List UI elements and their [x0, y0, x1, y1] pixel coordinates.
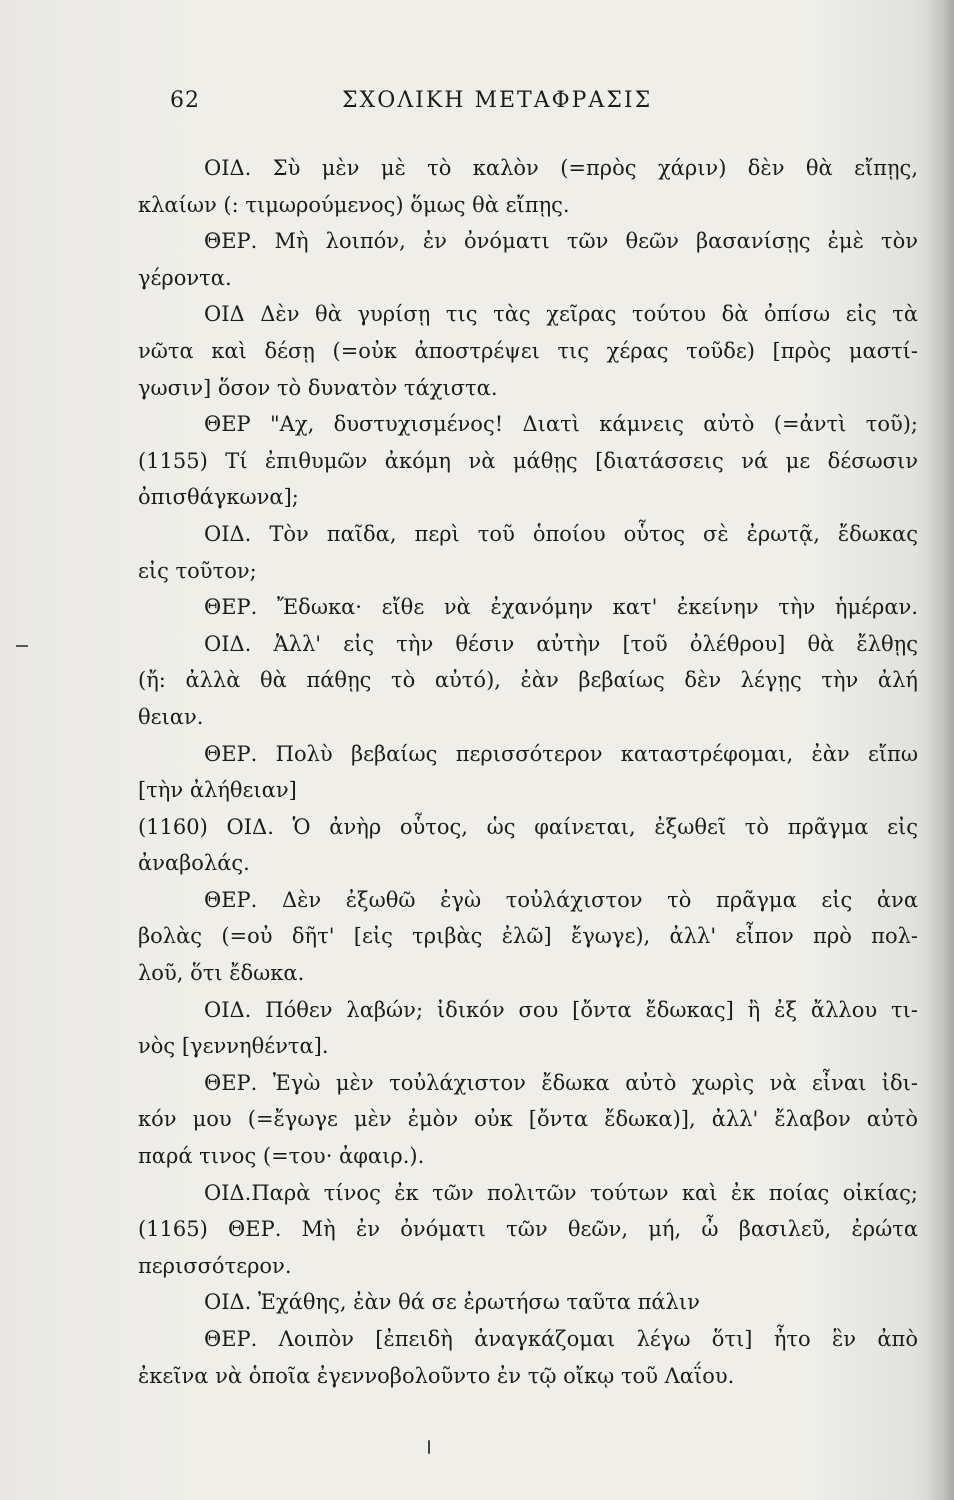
- text-line: ΟΙΔ. Τὸν παῖδα, περὶ τοῦ ὁποίου οὗτος σὲ ἐρωτᾷ, ἔδωκας: [204, 521, 918, 546]
- text-line: παρά τινος (=του· ἀφαιρ.).: [138, 1144, 425, 1169]
- running-title: ΣΧΟΛΙΚΗ ΜΕΤΑΦΡΑΣΙΣ: [342, 88, 653, 113]
- text-line: ἀναβολάς.: [138, 851, 250, 876]
- page-edge-shadow: [926, 0, 954, 1500]
- page-number: 62: [170, 88, 200, 113]
- text-line: ΘΕΡ. Δὲν ἐξωθῶ ἐγὼ τοὐλάχιστον τὸ πρᾶγμα εἰς ἀνα: [204, 887, 918, 912]
- text-line: κλαίων (: τιμωρούμενος) ὅμως θὰ εἴπῃς.: [138, 192, 570, 217]
- text-line: γέροντα.: [138, 265, 232, 290]
- text-line: νῶτα καὶ δέσῃ (=οὐκ ἀποστρέψει τις χέρας τοῦδε) [πρὸς μαστί-: [138, 338, 918, 363]
- text-line: ΟΙΔ Δὲν θὰ γυρίσῃ τις τὰς χεῖρας τούτου δὰ ὀπίσω εἰς τὰ: [204, 302, 918, 327]
- text-line: (1160) ΟΙΔ. Ὁ ἀνὴρ οὗτος, ὡς φαίνεται, ἐξωθεῖ τὸ πρᾶγμα εἰς: [138, 814, 918, 839]
- text-line: (1165) ΘΕΡ. Μὴ ἐν ὀνόματι τῶν θεῶν, μή, ὦ βασιλεῦ, ἐρώτα: [138, 1217, 918, 1242]
- text-line: ΘΕΡ. Μὴ λοιπόν, ἐν ὀνόματι τῶν θεῶν βασανίσῃς ἐμὲ τὸν: [204, 229, 918, 254]
- text-line: ΘΕΡ. Πολὺ βεβαίως περισσότερον καταστρέφομαι, ἐὰν εἴπω: [204, 741, 918, 766]
- text-line: θειαν.: [138, 704, 204, 729]
- text-line: ΘΕΡ. Λοιπὸν [ἐπειδὴ ἀναγκάζομαι λέγω ὅτι] ἦτο ἓν ἀπὸ: [204, 1327, 918, 1351]
- text-line: νὸς [γεννηθέντα].: [138, 1034, 329, 1059]
- text-line: ΟΙΔ. Πόθεν λαβών; ἰδικόν σου [ὄντα ἔδωκας] ἢ ἐξ ἄλλου τι-: [204, 997, 918, 1022]
- text-line: ὀπισθάγκωνα];: [138, 485, 299, 510]
- text-line: [τὴν ἀλήθειαν]: [138, 778, 297, 803]
- text-line: ΘΕΡ "Αχ, δυστυχισμένος! Διατὶ κάμνεις αὐτὸ (=ἀντὶ τοῦ);: [204, 412, 918, 437]
- text-line: περισσότερον.: [138, 1253, 292, 1278]
- margin-dash: [16, 645, 28, 647]
- running-header: [170, 88, 730, 120]
- text-line: (1155) Τί ἐπιθυμῶν ἀκόμη νὰ μάθῃς [διατάσσεις νά με δέσωσιν: [138, 448, 918, 473]
- text-block: [138, 150, 918, 1394]
- text-line: κόν μου (=ἔγωγε μὲν ἐμὸν οὐκ [ὄντα ἔδωκα)], ἀλλ' ἔλαβον αὐτὸ: [138, 1107, 918, 1132]
- text-line: γωσιν] ὅσον τὸ δυνατὸν τάχιστα.: [138, 375, 498, 400]
- print-speck: [428, 1440, 430, 1454]
- text-line: ΟΙΔ. Ἀλλ' εἰς τὴν θέσιν αὐτὴν [τοῦ ὀλέθρου] θὰ ἔλθῃς: [204, 631, 918, 656]
- text-line: ΘΕΡ. Ἔδωκα· εἴθε νὰ ἐχανόμην κατ' ἐκείνην τὴν ἡμέραν.: [204, 595, 918, 620]
- text-line: εἰς τοῦτον;: [138, 558, 257, 583]
- text-line: ΟΙΔ. Ἐχάθης, ἐὰν θά σε ἐρωτήσω ταῦτα πάλιν: [204, 1290, 700, 1315]
- text-line: λοῦ, ὅτι ἔδωκα.: [138, 961, 305, 986]
- text-line: ἐκεῖνα νὰ ὁποῖα ἐγεννοβολοῦντο ἐν τῷ οἴκῳ τοῦ Λαΐου.: [138, 1363, 735, 1388]
- text-line: ΟΙΔ. Σὺ μὲν μὲ τὸ καλὸν (=πρὸς χάριν) δὲν θὰ εἴπῃς,: [204, 156, 918, 180]
- text-line: βολὰς (=οὐ δῆτ' [εἰς τριβὰς ἐλῶ] ἔγωγε), ἀλλ' εἶπον πρὸ πολ-: [138, 924, 918, 949]
- text-line: ΟΙΔ.Παρὰ τίνος ἐκ τῶν πολιτῶν τούτων καὶ ἐκ ποίας οἰκίας;: [204, 1180, 918, 1205]
- text-line: (ἤ: ἀλλὰ θὰ πάθῃς τὸ αὐτό), ἐὰν βεβαίως δὲν λέγῃς τὴν ἀλή: [138, 668, 918, 693]
- text-line: ΘΕΡ. Ἐγὼ μὲν τοὐλάχιστον ἔδωκα αὐτὸ χωρὶς νὰ εἶναι ἰδι-: [204, 1070, 918, 1095]
